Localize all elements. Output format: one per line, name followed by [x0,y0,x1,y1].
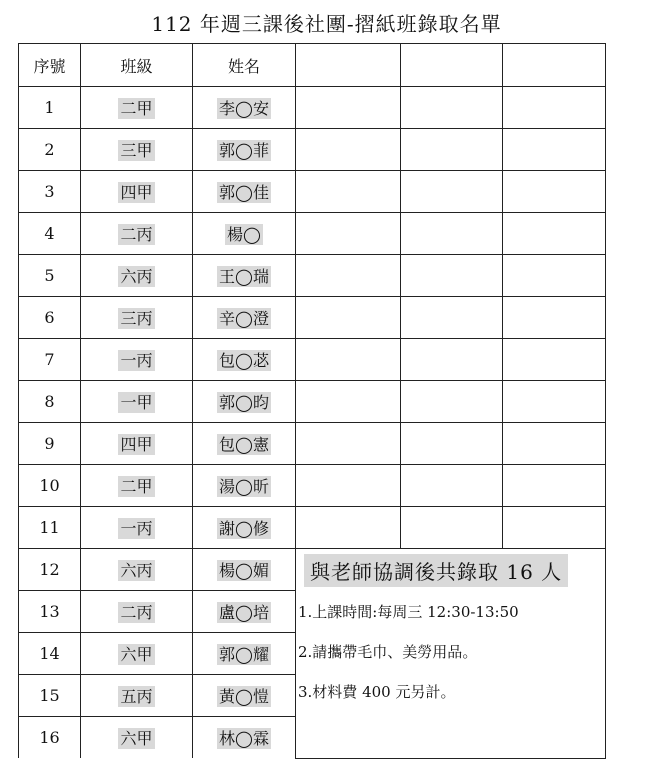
blank-cell [503,87,606,129]
row-class: 三甲 [120,141,153,160]
row-name: 湯◯昕 [219,477,269,496]
row-name: 盧◯培 [219,603,269,622]
page-title: 112 年週三課後社團-摺紙班錄取名單 [151,12,502,36]
table-row [19,129,606,171]
row-name: 包◯憲 [219,435,269,454]
row-name-cell [193,171,296,213]
row-name: 李◯安 [219,99,269,118]
row-seq: 16 [19,717,81,759]
blank-cell [296,423,401,465]
row-class: 二甲 [120,99,153,118]
row-class: 六甲 [120,645,153,664]
row-name: 郭◯昀 [219,393,269,412]
row-name: 林◯霖 [219,729,269,748]
row-name: 郭◯耀 [219,645,269,664]
row-class-cell [81,297,193,339]
blank-cell [503,213,606,255]
blank-cell [296,213,401,255]
row-class-cell [81,549,193,591]
blank-cell [503,423,606,465]
row-name-cell [193,633,296,675]
row-name-cell [193,129,296,171]
row-class-cell [81,129,193,171]
blank-cell [401,465,503,507]
row-name-cell [193,675,296,717]
row-class-cell [81,507,193,549]
row-seq: 4 [19,213,81,255]
blank-cell [296,339,401,381]
row-class-cell [81,171,193,213]
row-class-cell [81,381,193,423]
row-name: 辛◯澄 [219,309,269,328]
row-name-cell [193,297,296,339]
row-class: 一甲 [120,393,153,412]
blank-cell [503,381,606,423]
row-seq: 6 [19,297,81,339]
table-row [19,423,606,465]
blank-cell [296,381,401,423]
row-class-cell [81,255,193,297]
note-line: 1.上課時間:每周三 12:30-13:50 [298,603,519,621]
blank-cell [401,507,503,549]
row-class-cell [81,339,193,381]
blank-cell [401,44,503,87]
notes-panel [296,549,606,759]
blank-cell [401,171,503,213]
row-class-cell [81,591,193,633]
blank-cell [503,171,606,213]
note-line: 2.請攜帶毛巾、美勞用品。 [298,643,478,661]
row-seq: 11 [19,507,81,549]
row-name: 郭◯佳 [219,183,269,202]
table-row [19,171,606,213]
blank-cell [401,213,503,255]
row-name: 謝◯修 [219,519,269,538]
blank-cell [296,129,401,171]
row-class-cell [81,423,193,465]
blank-cell [503,339,606,381]
row-name: 包◯苾 [219,351,269,370]
row-seq: 7 [19,339,81,381]
row-name: 楊◯ [227,225,261,244]
row-class: 一丙 [120,519,153,538]
row-class-cell [81,633,193,675]
blank-cell [503,255,606,297]
blank-cell [401,129,503,171]
row-name-cell [193,423,296,465]
row-name: 黃◯愷 [219,687,269,706]
blank-cell [296,87,401,129]
blank-cell [401,423,503,465]
row-seq: 10 [19,465,81,507]
row-class: 二甲 [120,477,153,496]
blank-cell [503,297,606,339]
row-seq: 8 [19,381,81,423]
row-class-cell [81,87,193,129]
table-row [19,339,606,381]
blank-cell [401,255,503,297]
table-row [19,297,606,339]
row-class: 五丙 [120,687,153,706]
header-name: 姓名 [193,44,296,87]
row-seq: 13 [19,591,81,633]
table-row [19,381,606,423]
table-row [19,507,606,549]
row-class-cell [81,213,193,255]
row-seq: 12 [19,549,81,591]
roster-table [18,43,606,759]
row-name: 王◯瑞 [219,267,269,286]
row-seq: 3 [19,171,81,213]
blank-cell [296,44,401,87]
blank-cell [401,339,503,381]
blank-cell [401,381,503,423]
row-class-cell [81,717,193,759]
row-seq: 1 [19,87,81,129]
row-seq: 14 [19,633,81,675]
row-class: 一丙 [120,351,153,370]
blank-cell [296,465,401,507]
row-class: 三丙 [120,309,153,328]
blank-cell [296,507,401,549]
row-seq: 5 [19,255,81,297]
table-row [19,465,606,507]
table-row [19,87,606,129]
row-class: 四甲 [120,435,153,454]
blank-cell [503,129,606,171]
row-class: 六丙 [120,267,153,286]
row-name-cell [193,717,296,759]
row-class: 二丙 [120,603,153,622]
row-name-cell [193,213,296,255]
row-seq: 9 [19,423,81,465]
header-class: 班級 [81,44,193,87]
blank-cell [503,507,606,549]
row-name-cell [193,507,296,549]
table-row [19,213,606,255]
header-seq: 序號 [19,44,81,87]
row-seq: 15 [19,675,81,717]
blank-cell [296,171,401,213]
blank-cell [401,297,503,339]
row-name-cell [193,87,296,129]
table-row [19,549,606,591]
row-class: 四甲 [120,183,153,202]
row-name-cell [193,255,296,297]
row-class: 二丙 [120,225,153,244]
row-name-cell [193,549,296,591]
header-row [19,44,606,87]
row-name-cell [193,381,296,423]
row-class-cell [81,675,193,717]
row-name-cell [193,591,296,633]
row-name: 郭◯菲 [219,141,269,160]
row-name: 楊◯媚 [219,561,269,580]
row-class: 六丙 [120,561,153,580]
blank-cell [503,44,606,87]
enrollment-summary: 與老師協調後共錄取 16 人 [304,554,568,587]
blank-cell [296,255,401,297]
table-row [19,255,606,297]
row-class: 六甲 [120,729,153,748]
row-seq: 2 [19,129,81,171]
row-class-cell [81,465,193,507]
row-name-cell [193,339,296,381]
row-name-cell [193,465,296,507]
blank-cell [503,465,606,507]
blank-cell [296,297,401,339]
note-line: 3.材料費 400 元另計。 [298,683,456,701]
blank-cell [401,87,503,129]
